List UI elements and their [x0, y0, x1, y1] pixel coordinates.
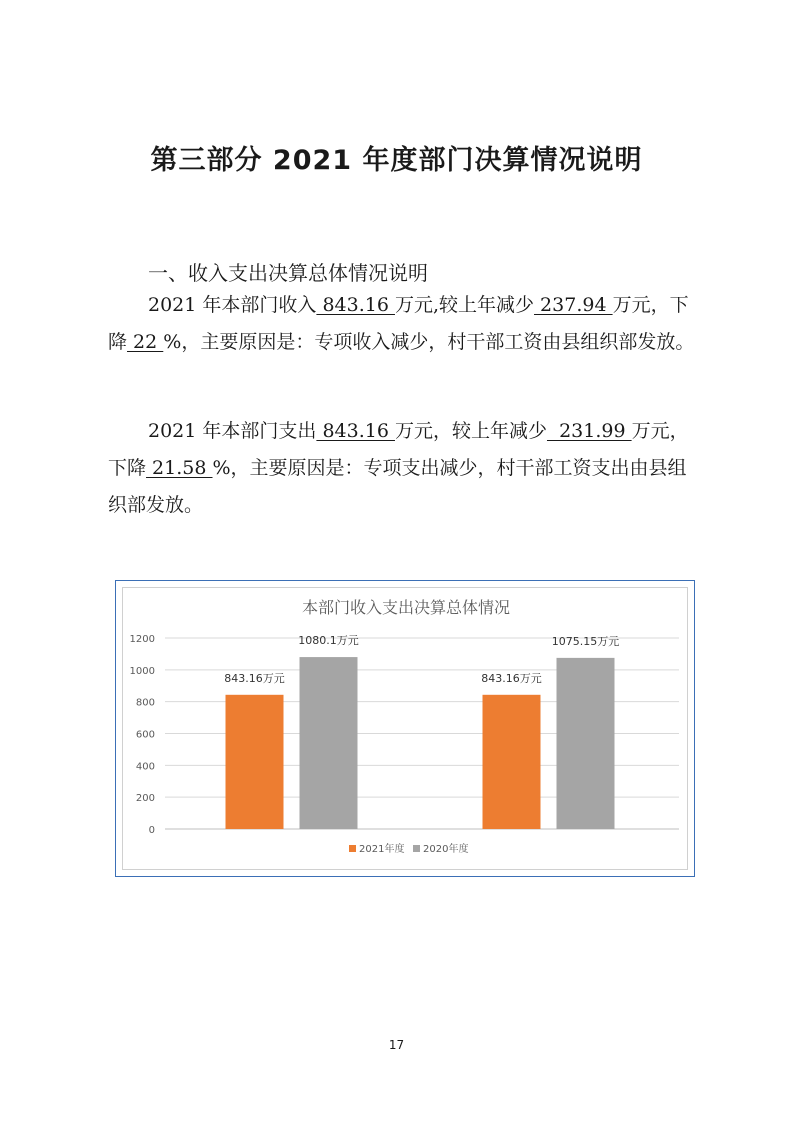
expense-text-1: 2021 年本部门支出 [148, 420, 317, 442]
income-text-3: 万元，下降 [108, 294, 689, 353]
page-title: 第三部分 2021 年度部门决算情况说明 [150, 145, 643, 176]
legend-swatch [413, 845, 420, 852]
chart-frame [115, 580, 695, 877]
bar-chart [123, 588, 689, 871]
y-tick-label: 1000 [129, 665, 155, 677]
expense-amount: 843.16 [316, 420, 395, 442]
expense-decrease-percent: 21.58 [146, 457, 213, 479]
data-label: 843.16万元 [224, 671, 285, 685]
y-tick-label: 600 [135, 729, 155, 741]
income-amount: 843.16 [316, 294, 395, 316]
y-tick-label: 0 [148, 825, 155, 836]
income-decrease-percent: 22 [127, 331, 164, 353]
data-label: 843.16万元 [481, 671, 542, 685]
income-text-4: %，主要原因是：专项收入减少，村干部工资由县组织部发放。 [163, 331, 695, 353]
page-number: 17 [388, 1038, 405, 1052]
legend-swatch [349, 845, 356, 852]
data-label: 1080.1万元 [298, 634, 359, 648]
legend-label: 2020年度 [423, 844, 469, 855]
expense-text-4: %，主要原因是：专项支出减少，村干部工资支出由县组织部发放。 [108, 457, 687, 516]
chart-inner [122, 587, 688, 870]
bar-2021 [226, 695, 284, 829]
expense-paragraph [108, 413, 698, 524]
y-tick-label: 400 [135, 761, 155, 773]
expense-text-2: 万元，较上年减少 [394, 420, 547, 442]
y-tick-label: 800 [135, 697, 155, 709]
y-tick-label: 200 [135, 793, 155, 805]
expense-decrease-amount: 231.99 [546, 420, 632, 442]
income-paragraph [108, 287, 698, 361]
section-heading: 一、收入支出决算总体情况说明 [148, 261, 428, 285]
legend-label: 2021年度 [359, 844, 405, 855]
expense-text-3: 万元，下降 [108, 420, 689, 479]
bar-2020 [557, 658, 615, 829]
income-text-2: 万元,较上年减少 [394, 294, 535, 316]
bar-2021 [483, 695, 541, 829]
chart-title: 本部门收入支出决算总体情况 [301, 598, 511, 617]
income-text-1: 2021 年本部门收入 [148, 294, 317, 316]
income-decrease-amount: 237.94 [534, 294, 613, 316]
bar-2020 [300, 657, 358, 829]
data-label: 1075.15万元 [551, 634, 620, 648]
y-tick-label: 1200 [129, 634, 155, 645]
